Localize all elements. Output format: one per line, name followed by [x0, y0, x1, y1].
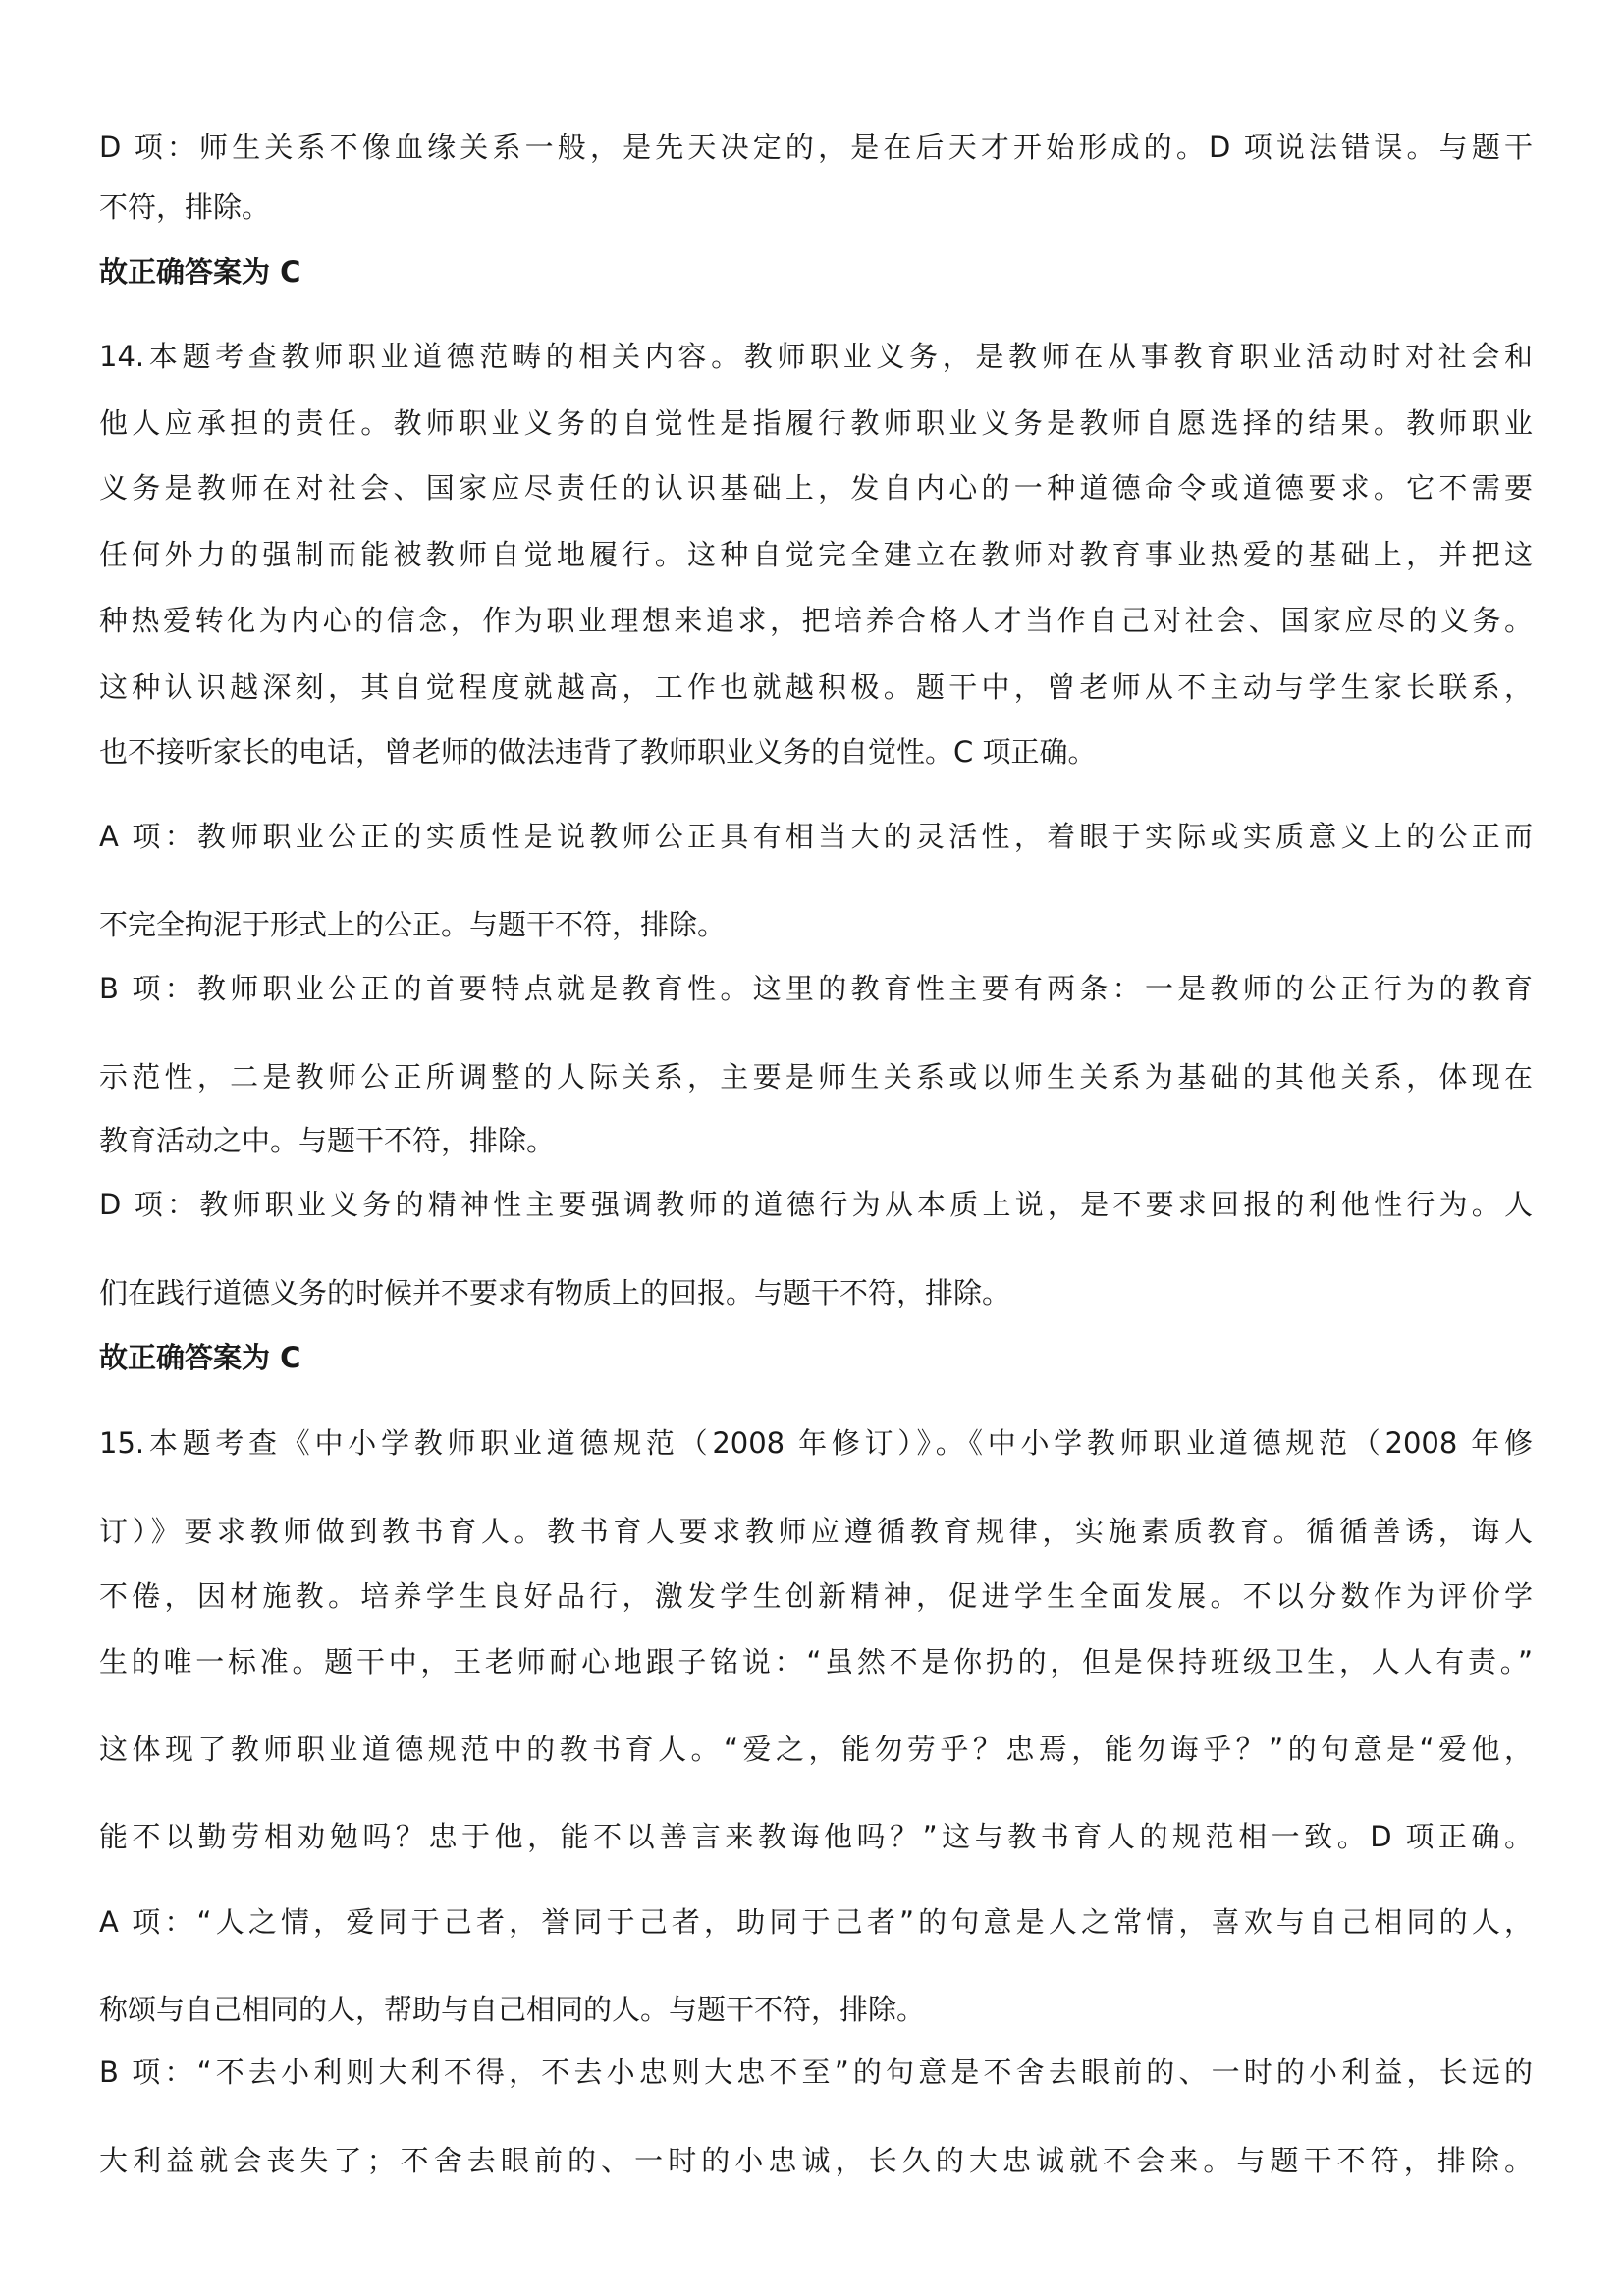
- paragraph-line: A 项：教师职业公正的实质性是说教师公正具有相当大的灵活性，着眼于实际或实质意义上的公正而: [99, 820, 1533, 853]
- paragraph-line: 示范性，二是教师公正所调整的人际关系，主要是师生关系或以师生关系为基础的其他关系，体现在: [99, 1060, 1533, 1094]
- paragraph-line: 订）》要求教师做到教书育人。教书育人要求教师应遵循教育规律，实施素质教育。循循善诱，诲人: [99, 1515, 1533, 1548]
- paragraph-line: B 项：“不去小利则大利不得，不去小忠则大忠不至”的句意是不舍去眼前的、一时的小利益，长远的: [99, 2056, 1533, 2089]
- paragraph-line: 不倦，因材施教。培养学生良好品行，激发学生创新精神，促进学生全面发展。不以分数作为评价学: [99, 1579, 1533, 1613]
- paragraph-line: 能不以勤劳相劝勉吗？忠于他，能不以善言来教诲他吗？”这与教书育人的规范相一致。D 项正确。: [99, 1820, 1533, 1853]
- paragraph-line: 们在践行道德义务的时候并不要求有物质上的回报。与题干不符，排除。: [99, 1276, 1011, 1309]
- paragraph-line: 不完全拘泥于形式上的公正。与题干不符，排除。: [99, 908, 727, 941]
- paragraph-line: 义务是教师在对社会、国家应尽责任的认识基础上，发自内心的一种道德命令或道德要求。它不需要: [99, 471, 1533, 505]
- paragraph-line: 教育活动之中。与题干不符，排除。: [99, 1124, 556, 1157]
- paragraph-line: D 项：教师职业义务的精神性主要强调教师的道德行为从本质上说，是不要求回报的利他性行为。人: [99, 1188, 1533, 1221]
- answer-line: 故正确答案为 C: [99, 1341, 301, 1374]
- paragraph-line: 种热爱转化为内心的信念，作为职业理想来追求，把培养合格人才当作自己对社会、国家应尽的义务。: [99, 604, 1533, 637]
- paragraph-line: D 项：师生关系不像血缘关系一般，是先天决定的，是在后天才开始形成的。D 项说法错误。与题干: [99, 131, 1533, 164]
- paragraph-line: 这体现了教师职业道德规范中的教书育人。“爱之，能勿劳乎？忠焉，能勿诲乎？”的句意是“爱他，: [99, 1733, 1533, 1766]
- paragraph-line: 生的唯一标准。题干中，王老师耐心地跟子铭说：“虽然不是你扔的，但是保持班级卫生，人人有责。”: [99, 1645, 1533, 1679]
- paragraph-line: 也不接听家长的电话，曾老师的做法违背了教师职业义务的自觉性。C 项正确。: [99, 735, 1097, 769]
- paragraph-line: B 项：教师职业公正的首要特点就是教育性。这里的教育性主要有两条：一是教师的公正行为的教育: [99, 972, 1533, 1005]
- answer-line: 故正确答案为 C: [99, 255, 301, 289]
- paragraph-line: 14.本题考查教师职业道德范畴的相关内容。教师职业义务，是教师在从事教育职业活动时对社会和: [99, 340, 1533, 373]
- paragraph-line: 15.本题考查《中小学教师职业道德规范（2008 年修订）》。《中小学教师职业道德规范（2008 年修: [99, 1426, 1533, 1460]
- paragraph-line: 称颂与自己相同的人，帮助与自己相同的人。与题干不符，排除。: [99, 1993, 926, 2026]
- paragraph-line: A 项：“人之情，爱同于己者，誉同于己者，助同于己者”的句意是人之常情，喜欢与自己相同的人，: [99, 1905, 1533, 1939]
- paragraph-line: 这种认识越深刻，其自觉程度就越高，工作也就越积极。题干中，曾老师从不主动与学生家长联系，: [99, 670, 1533, 704]
- paragraph-line: 任何外力的强制而能被教师自觉地履行。这种自觉完全建立在教师对教育事业热爱的基础上，并把这: [99, 538, 1533, 571]
- paragraph-line: 不符，排除。: [99, 190, 271, 224]
- paragraph-line: 大利益就会丧失了；不舍去眼前的、一时的小忠诚，长久的大忠诚就不会来。与题干不符，排除。: [99, 2144, 1533, 2177]
- paragraph-line: 他人应承担的责任。教师职业义务的自觉性是指履行教师职业义务是教师自愿选择的结果。教师职业: [99, 406, 1533, 440]
